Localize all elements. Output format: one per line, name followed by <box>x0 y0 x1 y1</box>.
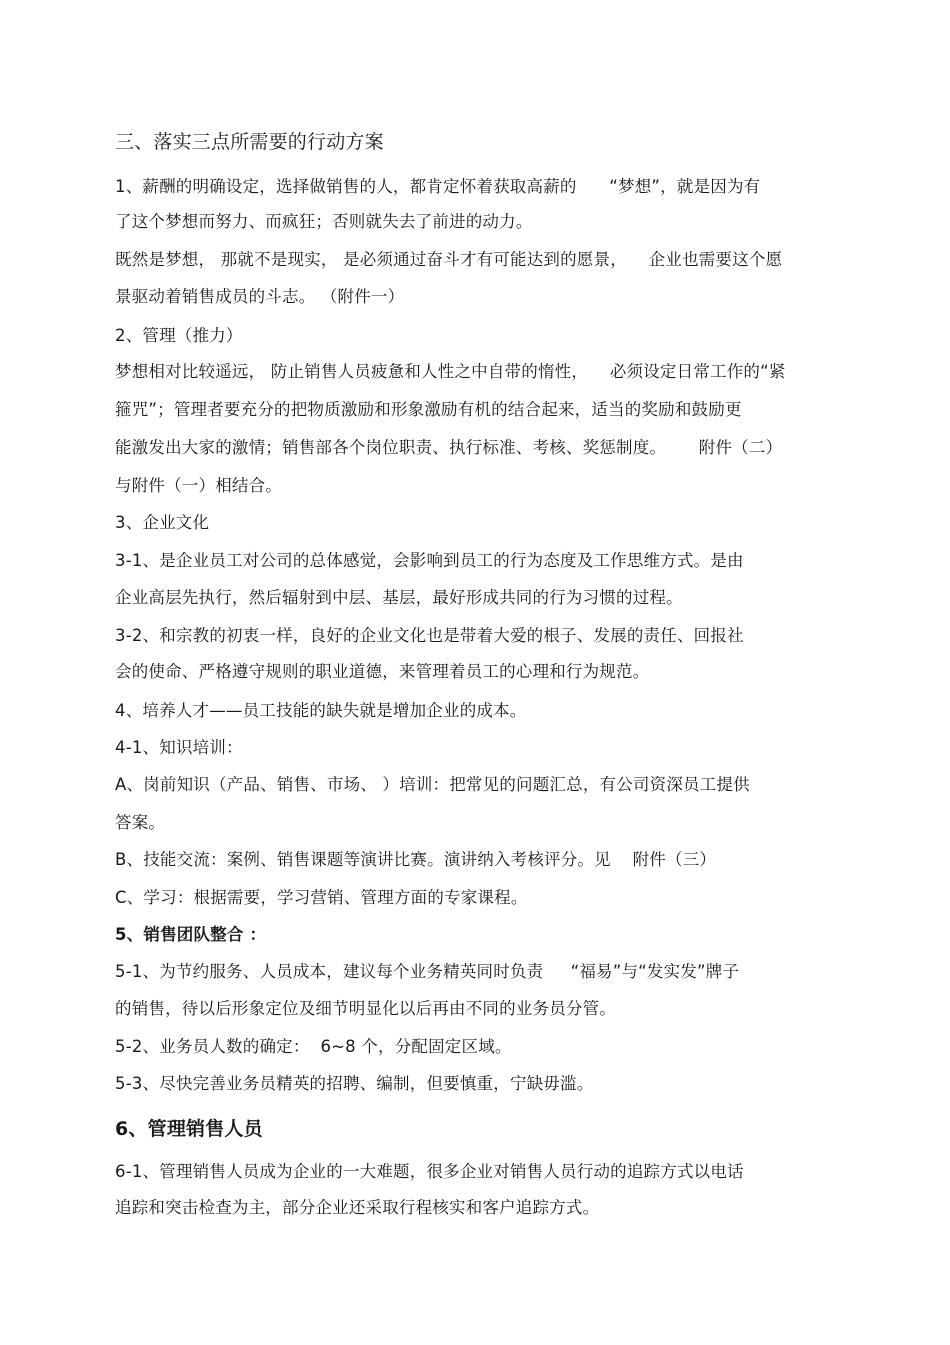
paragraph-line: A、岗前知识（产品、销售、市场、 ）培训：把常见的问题汇总，有公司资深员工提供 <box>115 775 750 794</box>
item-heading: 4、培养人才——员工技能的缺失就是增加企业的成本。 <box>115 701 527 720</box>
paragraph-line: 了这个梦想而努力、而疯狂；否则就失去了前进的动力。 <box>115 212 533 231</box>
paragraph-line: 企业高层先执行，然后辐射到中层、基层，最好形成共同的行为习惯的过程。 <box>115 588 683 607</box>
paragraph-line: 追踪和突击检查为主，部分企业还采取行程核实和客户追踪方式。 <box>115 1198 600 1217</box>
paragraph-line: 1、薪酬的明确设定，选择做销售的人，都肯定怀着获取高薪的 “梦想”，就是因为有 <box>115 177 761 196</box>
item-heading: 6、管理销售人员 <box>115 1118 263 1140</box>
paragraph-line: 5-2、业务员人数的确定： 6~8 个，分配固定区域。 <box>115 1037 512 1056</box>
paragraph-line: 3-1、是企业员工对公司的总体感觉，会影响到员工的行为态度及工作思维方式。是由 <box>115 551 744 570</box>
paragraph-line: 既然是梦想， 那就不是现实， 是必须通过奋斗才有可能达到的愿景， 企业也需要这个愿 <box>115 250 783 269</box>
item-heading: 4-1、知识培训： <box>115 738 243 757</box>
paragraph-line: 箍咒”；管理者要充分的把物质激励和形象激励有机的结合起来，适当的奖励和鼓励更 <box>115 400 742 419</box>
section-title: 三、落实三点所需要的行动方案 <box>115 131 384 153</box>
paragraph-line: 景驱动着销售成员的斗志。 （附件一） <box>115 287 405 306</box>
paragraph-line: 的销售，待以后形象定位及细节明显化以后再由不同的业务员分管。 <box>115 999 616 1018</box>
paragraph-line: 能激发出大家的激情；销售部各个岗位职责、执行标准、考核、奖惩制度。 附件（二） <box>115 438 783 457</box>
item-heading: 2、管理（推力） <box>115 326 243 345</box>
item-heading: 3、企业文化 <box>115 513 210 532</box>
paragraph-line: 梦想相对比较遥远， 防止销售人员疲惫和人性之中自带的惰性， 必须设定日常工作的“紧 <box>115 362 786 381</box>
paragraph-line: 会的使命、严格遵守规则的职业道德，来管理着员工的心理和行为规范。 <box>115 662 650 681</box>
paragraph-line: C、学习：根据需要，学习营销、管理方面的专家课程。 <box>115 888 528 907</box>
item-heading: 5、销售团队整合 ： <box>115 925 267 944</box>
paragraph-line: 答案。 <box>115 813 166 832</box>
paragraph-line: 3-2、和宗教的初衷一样，良好的企业文化也是带着大爱的根子、发展的责任、回报社 <box>115 626 744 645</box>
paragraph-line: 5-3、尽快完善业务员精英的招聘、编制，但要慎重，宁缺毋滥。 <box>115 1074 594 1093</box>
paragraph-line: 与附件（一）相结合。 <box>115 476 282 495</box>
paragraph-line: 5-1、为节约服务、人员成本，建议每个业务精英同时负责 “福易”与“发实发”牌子 <box>115 962 740 981</box>
paragraph-line: 6-1、管理销售人员成为企业的一大难题，很多企业对销售人员行动的追踪方式以电话 <box>115 1162 744 1181</box>
paragraph-line: B、技能交流：案例、销售课题等演讲比赛。演讲纳入考核评分。见 附件（三） <box>115 850 717 869</box>
